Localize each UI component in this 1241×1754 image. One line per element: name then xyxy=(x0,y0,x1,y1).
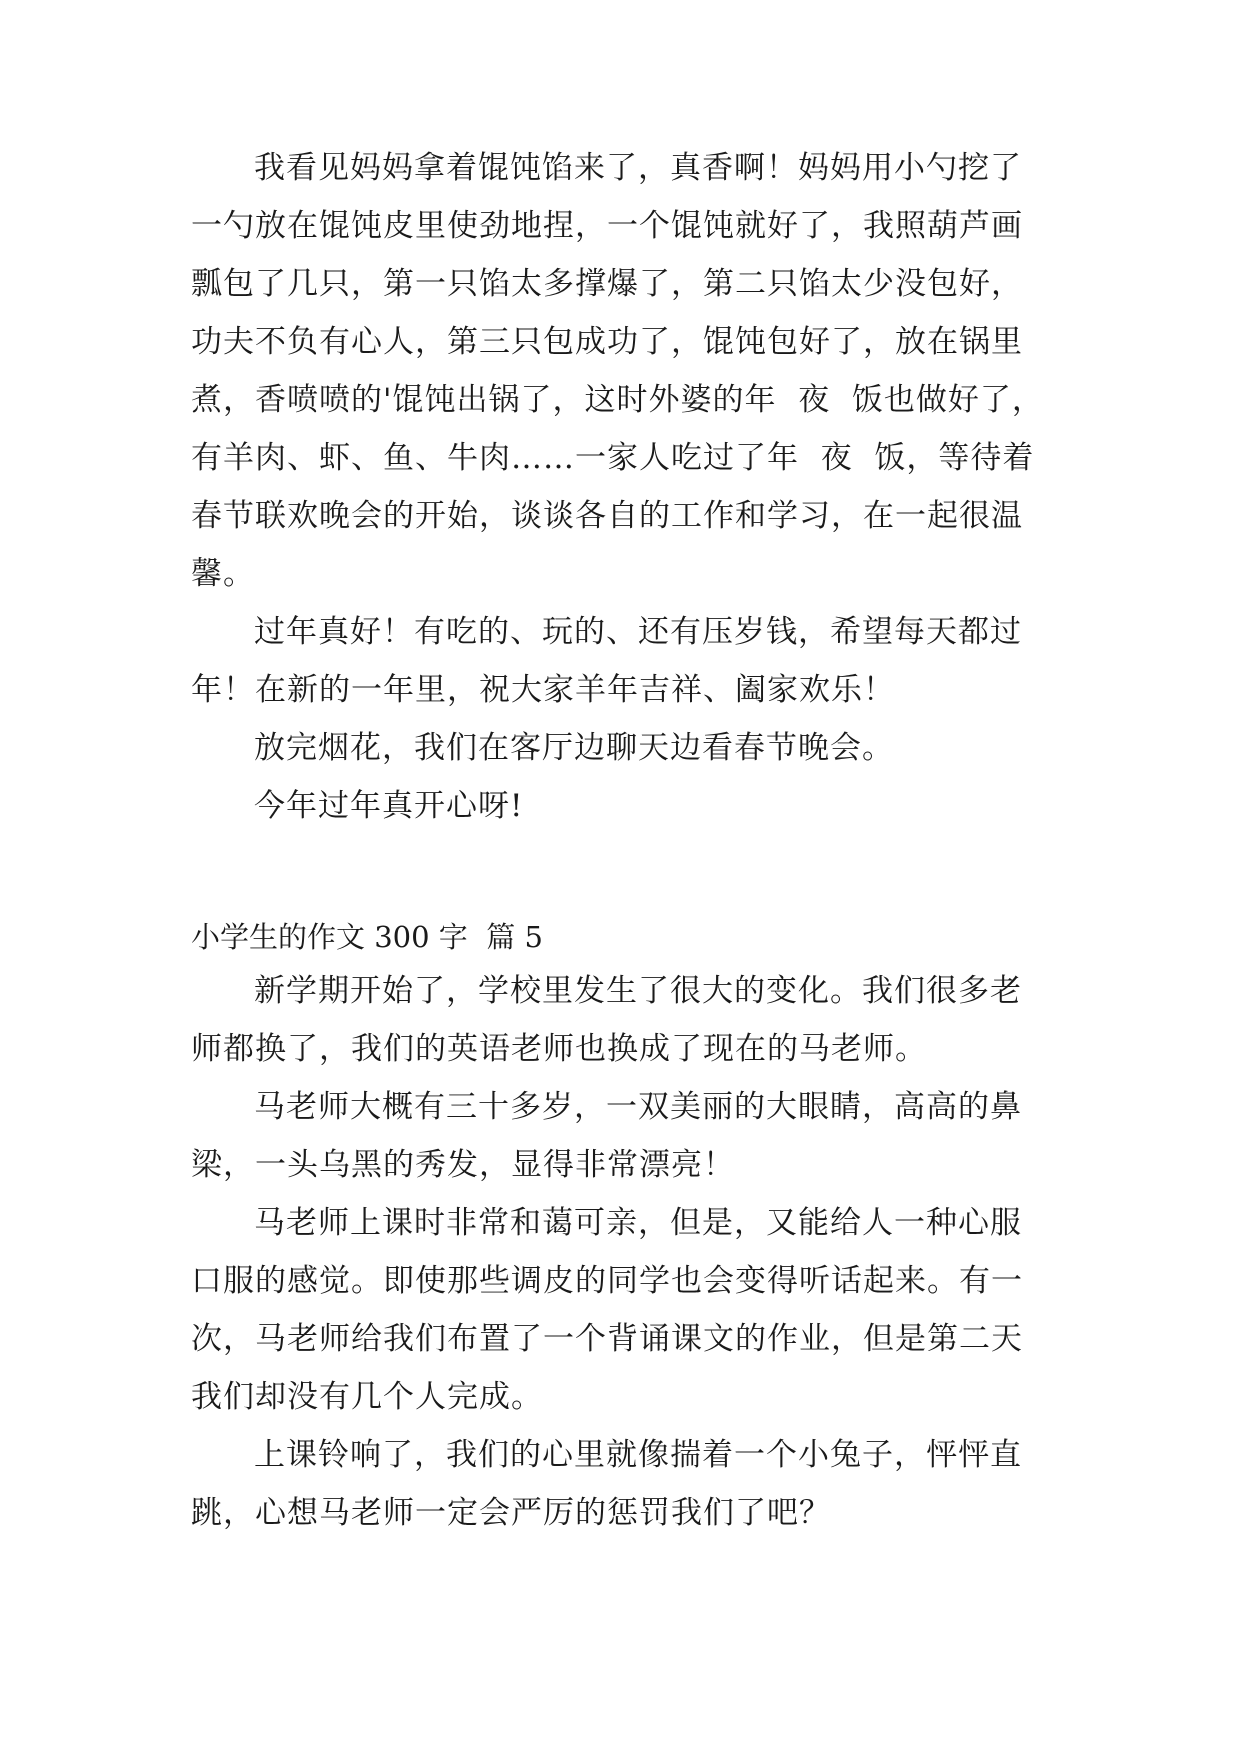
paragraph-line: 我看见妈妈拿着馄饨馅来了，真香啊！妈妈用小勺挖了 xyxy=(254,150,1022,186)
paragraph-line: 梁，一头乌黑的秀发，显得非常漂亮！ xyxy=(191,1147,735,1183)
paragraph-line: 煮，香喷喷的'馄饨出锅了，这时外婆的年 夜 饭也做好了， xyxy=(191,382,1044,418)
paragraph-line: 口服的感觉。即使那些调皮的同学也会变得听话起来。有一 xyxy=(191,1263,1023,1299)
paragraph-line: 功夫不负有心人，第三只包成功了，馄饨包好了，放在锅里 xyxy=(191,324,1023,360)
paragraph-line: 年！在新的一年里，祝大家羊年吉祥、阖家欢乐！ xyxy=(191,672,895,708)
paragraph-line: 我们却没有几个人完成。 xyxy=(191,1379,543,1415)
paragraph-line: 马老师大概有三十多岁，一双美丽的大眼睛，高高的鼻 xyxy=(254,1089,1022,1125)
paragraph-line: 瓢包了几只，第一只馅太多撑爆了，第二只馅太少没包好， xyxy=(191,266,1023,302)
paragraph-line: 春节联欢晚会的开始，谈谈各自的工作和学习，在一起很温 xyxy=(191,498,1023,534)
paragraph-line: 新学期开始了，学校里发生了很大的变化。我们很多老 xyxy=(254,973,1022,1009)
paragraph-line: 跳，心想马老师一定会严厉的惩罚我们了吧？ xyxy=(191,1495,831,1531)
paragraph-line: 上课铃响了，我们的心里就像揣着一个小兔子，怦怦直 xyxy=(254,1437,1022,1473)
section-heading: 小学生的作文 300 字 篇 5 xyxy=(191,920,543,954)
paragraph-line: 有羊肉、虾、鱼、牛肉……一家人吃过了年 夜 饭，等待着 xyxy=(191,440,1035,476)
paragraph-line: 过年真好！有吃的、玩的、还有压岁钱，希望每天都过 xyxy=(254,614,1022,650)
paragraph-line: 一勺放在馄饨皮里使劲地捏，一个馄饨就好了，我照葫芦画 xyxy=(191,208,1023,244)
paragraph-line: 今年过年真开心呀! xyxy=(254,788,524,824)
paragraph-line: 师都换了，我们的英语老师也换成了现在的马老师。 xyxy=(191,1031,927,1067)
paragraph-line: 马老师上课时非常和蔼可亲，但是，又能给人一种心服 xyxy=(254,1205,1022,1241)
paragraph-line: 放完烟花，我们在客厅边聊天边看春节晚会。 xyxy=(254,730,894,766)
paragraph-line: 馨。 xyxy=(191,556,255,592)
paragraph-line: 次，马老师给我们布置了一个背诵课文的作业，但是第二天 xyxy=(191,1321,1023,1357)
